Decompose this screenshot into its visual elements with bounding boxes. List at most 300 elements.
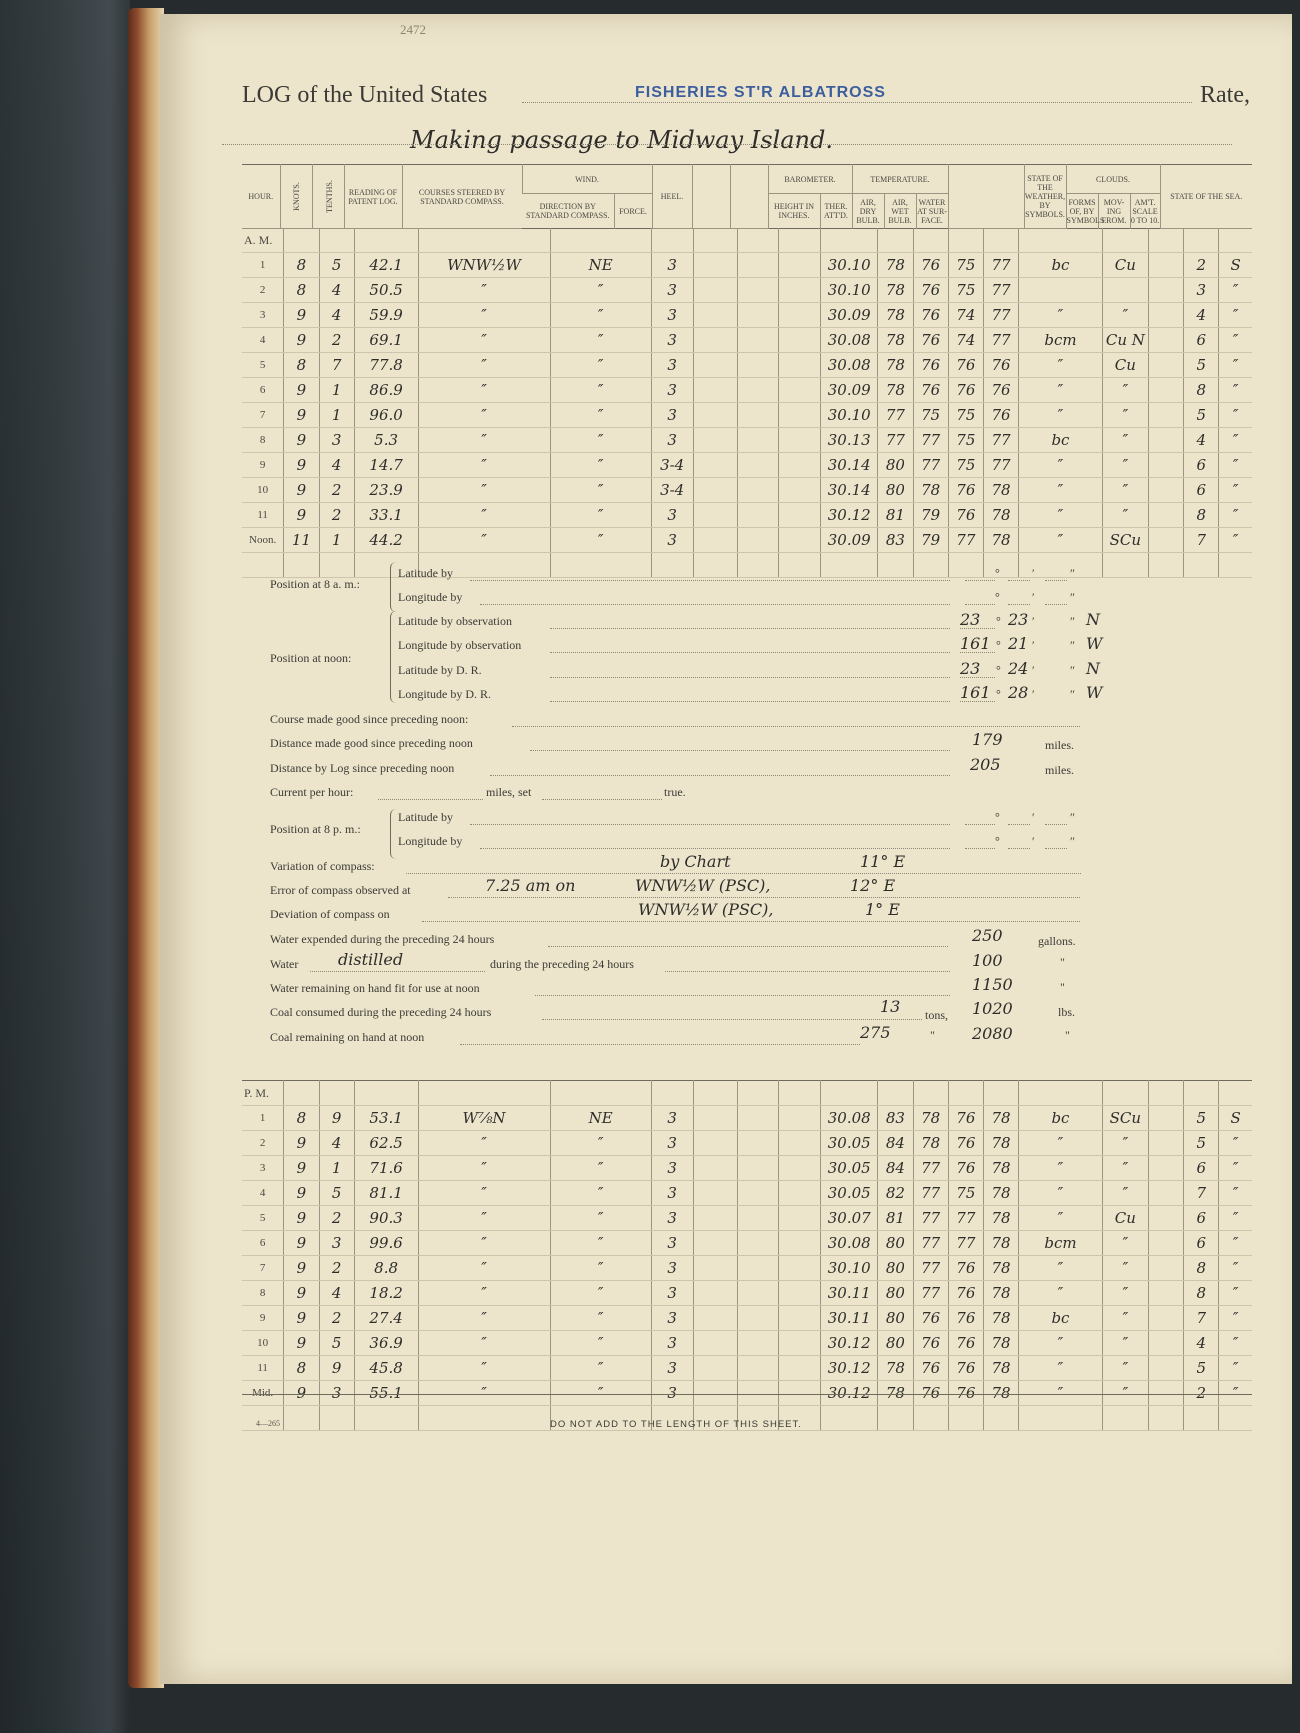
barometer-cell: 30.12 bbox=[821, 1331, 878, 1356]
knots-cell: 9 bbox=[284, 378, 319, 403]
leader-dotline bbox=[530, 750, 950, 751]
cloud-forms-cell: ″ bbox=[1102, 1356, 1148, 1381]
empty-cell bbox=[1148, 1081, 1183, 1106]
cloud-forms-cell: ″ bbox=[1102, 1156, 1148, 1181]
min-mark: ′ bbox=[1032, 590, 1035, 604]
table-row bbox=[242, 1206, 1252, 1231]
ther-attd-cell: 80 bbox=[878, 1281, 913, 1306]
ther-attd-cell: 80 bbox=[878, 478, 913, 503]
table-row bbox=[242, 253, 1252, 278]
blank-1-cell bbox=[737, 1281, 779, 1306]
leader-dotline bbox=[1008, 604, 1030, 605]
wind-direction-cell: ″ bbox=[550, 453, 651, 478]
heel-cell bbox=[693, 353, 737, 378]
weather-cell: ″ bbox=[1019, 1331, 1103, 1356]
cloud-forms-cell: ″ bbox=[1102, 1231, 1148, 1256]
water-temp-cell: 78 bbox=[983, 1281, 1018, 1306]
air-wet-cell: 76 bbox=[948, 1306, 983, 1331]
cloud-amount-cell: 5 bbox=[1184, 1106, 1219, 1131]
air-dry-cell: 79 bbox=[913, 528, 948, 553]
empty-cell bbox=[284, 1406, 319, 1431]
brace-8am bbox=[390, 562, 397, 612]
blank-1-cell bbox=[737, 1381, 779, 1406]
hour-cell: 8 bbox=[242, 428, 284, 453]
heel-cell bbox=[693, 328, 737, 353]
min-mark: ′ bbox=[1032, 663, 1035, 677]
tenths-cell: 2 bbox=[319, 1256, 354, 1281]
heel-cell bbox=[693, 478, 737, 503]
wind-force-cell: 3 bbox=[651, 428, 693, 453]
variation-source: by Chart bbox=[660, 852, 731, 871]
patent-log-cell: 23.9 bbox=[354, 478, 418, 503]
blank-1-cell bbox=[737, 428, 779, 453]
course-cell: ″ bbox=[418, 1306, 550, 1331]
air-dry-cell: 77 bbox=[913, 1206, 948, 1231]
patent-log-cell: 14.7 bbox=[354, 453, 418, 478]
blank-1-cell bbox=[737, 528, 779, 553]
table-row bbox=[242, 1131, 1252, 1156]
blank-2-cell bbox=[779, 353, 821, 378]
patent-log-cell: 36.9 bbox=[354, 1331, 418, 1356]
leader-dotline bbox=[1045, 824, 1067, 825]
blank-1-cell bbox=[737, 303, 779, 328]
weather-cell: bc bbox=[1019, 253, 1103, 278]
empty-cell bbox=[821, 1081, 878, 1106]
air-dry-cell: 76 bbox=[913, 1356, 948, 1381]
wind-force-cell: 3 bbox=[651, 1331, 693, 1356]
am-log-table bbox=[242, 228, 1252, 578]
sec-mark: ″ bbox=[1070, 663, 1075, 677]
gallons-label: gallons. bbox=[1038, 934, 1076, 948]
hour-cell: 9 bbox=[242, 1306, 284, 1331]
empty-cell bbox=[913, 1406, 948, 1431]
table-row bbox=[242, 428, 1252, 453]
wind-direction-cell: ″ bbox=[550, 1331, 651, 1356]
ther-attd-cell: 83 bbox=[878, 528, 913, 553]
heel-cell bbox=[693, 1331, 737, 1356]
leader-dotline bbox=[406, 873, 1081, 874]
water-temp-cell: 78 bbox=[983, 1256, 1018, 1281]
log-page bbox=[160, 14, 1292, 1684]
section-label-row bbox=[242, 1081, 1252, 1106]
sea-state-cell: ″ bbox=[1219, 378, 1252, 403]
barometer-cell: 30.12 bbox=[821, 503, 878, 528]
air-dry-cell: 76 bbox=[913, 353, 948, 378]
sea-state-cell: ″ bbox=[1219, 403, 1252, 428]
title-dotline bbox=[522, 102, 1192, 103]
hour-cell: 4 bbox=[242, 328, 284, 353]
empty-cell bbox=[948, 1081, 983, 1106]
table-row bbox=[242, 528, 1252, 553]
col-courses: COURSES STEERED BY STANDARD COMPASS. bbox=[402, 165, 522, 229]
knots-cell: 9 bbox=[284, 1331, 319, 1356]
empty-cell bbox=[354, 228, 418, 253]
wind-force-cell: 3-4 bbox=[651, 478, 693, 503]
blank-1-cell bbox=[737, 278, 779, 303]
patent-log-cell: 90.3 bbox=[354, 1206, 418, 1231]
latitude-by-label-pm: Latitude by bbox=[398, 810, 453, 824]
cloud-moving-cell bbox=[1148, 1281, 1183, 1306]
sea-state-cell: S bbox=[1219, 1106, 1252, 1131]
empty-cell bbox=[878, 553, 913, 578]
cloud-forms-cell: ″ bbox=[1102, 1256, 1148, 1281]
table-row bbox=[242, 1331, 1252, 1356]
air-wet-cell: 75 bbox=[948, 278, 983, 303]
air-dry-cell: 77 bbox=[913, 1181, 948, 1206]
cloud-moving-cell bbox=[1148, 403, 1183, 428]
knots-cell: 8 bbox=[284, 1106, 319, 1131]
col-barometer: BAROMETER. bbox=[768, 165, 852, 194]
leader-dotline bbox=[480, 848, 950, 849]
wind-direction-cell: ″ bbox=[550, 1181, 651, 1206]
empty-cell bbox=[1184, 1406, 1219, 1431]
cloud-forms-cell: ″ bbox=[1102, 453, 1148, 478]
water-temp-cell: 77 bbox=[983, 428, 1018, 453]
barometer-cell: 30.11 bbox=[821, 1281, 878, 1306]
air-dry-cell: 78 bbox=[913, 1131, 948, 1156]
sea-state-cell: ″ bbox=[1219, 1206, 1252, 1231]
blank-1-cell bbox=[737, 378, 779, 403]
tenths-cell: 4 bbox=[319, 278, 354, 303]
sea-state-cell: ″ bbox=[1219, 303, 1252, 328]
heel-cell bbox=[693, 1181, 737, 1206]
brace-8pm bbox=[390, 809, 397, 859]
blank-2-cell bbox=[779, 328, 821, 353]
deg-mark: ° bbox=[996, 614, 1001, 628]
empty-cell bbox=[948, 228, 983, 253]
cloud-forms-cell: ″ bbox=[1102, 378, 1148, 403]
patent-log-cell: 27.4 bbox=[354, 1306, 418, 1331]
course-cell: ″ bbox=[418, 403, 550, 428]
blank-1-cell bbox=[737, 478, 779, 503]
sea-state-cell: ″ bbox=[1219, 1281, 1252, 1306]
wind-direction-cell: ″ bbox=[550, 1156, 651, 1181]
blank-2-cell bbox=[779, 378, 821, 403]
sec-mark: ″ bbox=[1070, 566, 1075, 580]
empty-cell bbox=[319, 228, 354, 253]
air-dry-cell: 76 bbox=[913, 1381, 948, 1406]
barometer-cell: 30.08 bbox=[821, 1106, 878, 1131]
heel-cell bbox=[693, 1156, 737, 1181]
blank-1-cell bbox=[737, 503, 779, 528]
air-wet-cell: 76 bbox=[948, 503, 983, 528]
wind-force-cell: 3 bbox=[651, 1131, 693, 1156]
cloud-forms-cell: ″ bbox=[1102, 1381, 1148, 1406]
barometer-cell: 30.11 bbox=[821, 1306, 878, 1331]
latitude-dr-hemisphere: N bbox=[1086, 659, 1100, 678]
form-number: 4—265 bbox=[256, 1419, 280, 1428]
empty-cell bbox=[1184, 553, 1219, 578]
coal-consumed-lbs: 1020 bbox=[972, 999, 1013, 1018]
ther-attd-cell: 84 bbox=[878, 1156, 913, 1181]
cloud-forms-cell: SCu bbox=[1102, 528, 1148, 553]
empty-cell bbox=[1184, 228, 1219, 253]
wind-force-cell: 3 bbox=[651, 1156, 693, 1181]
knots-cell: 9 bbox=[284, 1281, 319, 1306]
brace-noon bbox=[390, 611, 397, 703]
barometer-cell: 30.12 bbox=[821, 1381, 878, 1406]
passage-remark: Making passage to Midway Island. bbox=[410, 126, 833, 154]
coal-remaining-lbs: 2080 bbox=[972, 1024, 1013, 1043]
min-mark: ′ bbox=[1032, 638, 1035, 652]
blank-2-cell bbox=[779, 1256, 821, 1281]
course-cell: ″ bbox=[418, 428, 550, 453]
cloud-moving-cell bbox=[1148, 1231, 1183, 1256]
table-row bbox=[242, 278, 1252, 303]
empty-cell bbox=[779, 553, 821, 578]
air-dry-cell: 79 bbox=[913, 503, 948, 528]
empty-cell bbox=[550, 1081, 651, 1106]
leader-dotline bbox=[470, 580, 950, 581]
tenths-cell: 5 bbox=[319, 1331, 354, 1356]
wind-direction-cell: ″ bbox=[550, 478, 651, 503]
knots-cell: 9 bbox=[284, 1131, 319, 1156]
cloud-moving-cell bbox=[1148, 1106, 1183, 1131]
tenths-cell: 4 bbox=[319, 303, 354, 328]
weather-cell: ″ bbox=[1019, 1156, 1103, 1181]
coal-remaining-tons: 275 bbox=[860, 1023, 891, 1042]
course-cell: ″ bbox=[418, 1231, 550, 1256]
sec-mark: ″ bbox=[1070, 614, 1075, 628]
heel-cell bbox=[693, 303, 737, 328]
wind-direction-cell: ″ bbox=[550, 278, 651, 303]
water-temp-cell: 77 bbox=[983, 328, 1018, 353]
cloud-amount-cell: 4 bbox=[1184, 428, 1219, 453]
water-temp-cell: 78 bbox=[983, 1381, 1018, 1406]
table-row bbox=[242, 478, 1252, 503]
air-dry-cell: 76 bbox=[913, 253, 948, 278]
cloud-forms-cell bbox=[1102, 278, 1148, 303]
patent-log-cell: 45.8 bbox=[354, 1356, 418, 1381]
table-row bbox=[242, 1106, 1252, 1131]
ther-attd-cell: 80 bbox=[878, 1306, 913, 1331]
cloud-amount-cell: 3 bbox=[1184, 278, 1219, 303]
air-dry-cell: 76 bbox=[913, 328, 948, 353]
empty-cell bbox=[354, 1081, 418, 1106]
cloud-amount-cell: 6 bbox=[1184, 328, 1219, 353]
ther-attd-cell: 80 bbox=[878, 1331, 913, 1356]
knots-cell: 8 bbox=[284, 253, 319, 278]
leader-dotline bbox=[1008, 848, 1030, 849]
min-mark: ′ bbox=[1032, 566, 1035, 580]
cloud-forms-cell: ″ bbox=[1102, 1331, 1148, 1356]
hour-cell: 5 bbox=[242, 1206, 284, 1231]
patent-log-cell: 5.3 bbox=[354, 428, 418, 453]
ther-attd-cell: 78 bbox=[878, 278, 913, 303]
sea-state-cell: ″ bbox=[1219, 503, 1252, 528]
patent-log-cell: 77.8 bbox=[354, 353, 418, 378]
cloud-moving-cell bbox=[1148, 1256, 1183, 1281]
barometer-cell: 30.05 bbox=[821, 1156, 878, 1181]
water-temp-cell: 78 bbox=[983, 1331, 1018, 1356]
ditto-mark-3: " bbox=[930, 1028, 935, 1042]
cloud-forms-cell: ″ bbox=[1102, 1306, 1148, 1331]
weather-cell bbox=[1019, 278, 1103, 303]
blank-2-cell bbox=[779, 1331, 821, 1356]
water-remaining-value: 1150 bbox=[972, 975, 1013, 994]
water-temp-cell: 78 bbox=[983, 1206, 1018, 1231]
water-label: Water bbox=[270, 957, 299, 971]
air-dry-cell: 76 bbox=[913, 378, 948, 403]
sea-state-cell: ″ bbox=[1219, 1256, 1252, 1281]
heel-cell bbox=[693, 1231, 737, 1256]
cloud-forms-cell: Cu N bbox=[1102, 328, 1148, 353]
wind-force-cell: 3 bbox=[651, 353, 693, 378]
tenths-cell: 1 bbox=[319, 378, 354, 403]
col-tenths: TENTHS. bbox=[312, 165, 344, 229]
cloud-forms-cell: ″ bbox=[1102, 503, 1148, 528]
position-8am-label: Position at 8 a. m.: bbox=[270, 577, 360, 591]
air-wet-cell: 76 bbox=[948, 1256, 983, 1281]
cloud-amount-cell: 6 bbox=[1184, 1231, 1219, 1256]
knots-cell: 9 bbox=[284, 453, 319, 478]
tenths-cell: 2 bbox=[319, 328, 354, 353]
blank-2-cell bbox=[779, 528, 821, 553]
barometer-cell: 30.10 bbox=[821, 403, 878, 428]
wind-direction-cell: ″ bbox=[550, 303, 651, 328]
sea-state-cell: ″ bbox=[1219, 453, 1252, 478]
tenths-cell: 9 bbox=[319, 1356, 354, 1381]
sea-state-cell: ″ bbox=[1219, 528, 1252, 553]
wind-direction-cell: ″ bbox=[550, 353, 651, 378]
patent-log-cell: 81.1 bbox=[354, 1181, 418, 1206]
deviation-label: Deviation of compass on bbox=[270, 907, 390, 921]
cloud-moving-cell bbox=[1148, 503, 1183, 528]
weather-cell: ″ bbox=[1019, 303, 1103, 328]
ther-attd-cell: 78 bbox=[878, 378, 913, 403]
table-row bbox=[242, 328, 1252, 353]
tenths-cell: 4 bbox=[319, 1131, 354, 1156]
hour-cell: 1 bbox=[242, 253, 284, 278]
table-row bbox=[242, 378, 1252, 403]
cloud-moving-cell bbox=[1148, 1356, 1183, 1381]
wind-direction-cell: ″ bbox=[550, 378, 651, 403]
water-temp-cell: 77 bbox=[983, 453, 1018, 478]
empty-cell bbox=[651, 228, 693, 253]
air-wet-cell: 75 bbox=[948, 453, 983, 478]
blank-2-cell bbox=[779, 1381, 821, 1406]
blank-2-cell bbox=[779, 478, 821, 503]
weather-cell: ″ bbox=[1019, 353, 1103, 378]
air-dry-cell: 77 bbox=[913, 1256, 948, 1281]
ther-attd-cell: 77 bbox=[878, 428, 913, 453]
table-row bbox=[242, 403, 1252, 428]
air-wet-cell: 76 bbox=[948, 478, 983, 503]
course-cell: ″ bbox=[418, 478, 550, 503]
heel-cell bbox=[693, 1106, 737, 1131]
blank-1-cell bbox=[737, 1156, 779, 1181]
leader-dotline bbox=[1045, 604, 1067, 605]
air-wet-cell: 75 bbox=[948, 1181, 983, 1206]
current-label: Current per hour: bbox=[270, 785, 354, 799]
wind-force-cell: 3 bbox=[651, 1181, 693, 1206]
cloud-amount-cell: 4 bbox=[1184, 1331, 1219, 1356]
hour-cell: 10 bbox=[242, 478, 284, 503]
wind-force-cell: 3 bbox=[651, 253, 693, 278]
patent-log-cell: 86.9 bbox=[354, 378, 418, 403]
water-distilled-value: 100 bbox=[972, 951, 1003, 970]
wind-direction-cell: ″ bbox=[550, 503, 651, 528]
knots-cell: 9 bbox=[284, 428, 319, 453]
section-label-row bbox=[242, 228, 1252, 253]
water-distilled: distilled bbox=[338, 950, 404, 969]
min-mark: ′ bbox=[1032, 614, 1035, 628]
empty-cell bbox=[284, 553, 319, 578]
leader-dotline bbox=[542, 799, 662, 800]
hour-cell: 1 bbox=[242, 1106, 284, 1131]
empty-cell bbox=[737, 553, 779, 578]
water-temp-cell: 78 bbox=[983, 503, 1018, 528]
table-row bbox=[242, 1231, 1252, 1256]
error-label: Error of compass observed at bbox=[270, 883, 411, 897]
sec-mark: ″ bbox=[1070, 810, 1075, 824]
empty-cell bbox=[319, 1406, 354, 1431]
water-temp-cell: 78 bbox=[983, 1156, 1018, 1181]
barometer-cell: 30.10 bbox=[821, 1256, 878, 1281]
weather-cell: ″ bbox=[1019, 1206, 1103, 1231]
leader-dotline bbox=[310, 971, 485, 972]
cloud-amount-cell: 6 bbox=[1184, 453, 1219, 478]
air-dry-cell: 77 bbox=[913, 428, 948, 453]
sec-mark: ″ bbox=[1070, 834, 1075, 848]
cloud-amount-cell: 5 bbox=[1184, 403, 1219, 428]
sea-state-cell: ″ bbox=[1219, 1156, 1252, 1181]
empty-cell bbox=[1219, 1081, 1252, 1106]
leader-dotline bbox=[550, 628, 950, 629]
patent-log-cell: 99.6 bbox=[354, 1231, 418, 1256]
empty-cell bbox=[284, 228, 319, 253]
cloud-moving-cell bbox=[1148, 253, 1183, 278]
empty-cell bbox=[821, 553, 878, 578]
air-wet-cell: 75 bbox=[948, 403, 983, 428]
blank-1-cell bbox=[737, 1256, 779, 1281]
deg-mark: ° bbox=[996, 638, 1001, 652]
cloud-moving-cell bbox=[1148, 428, 1183, 453]
cloud-moving-cell bbox=[1148, 378, 1183, 403]
empty-cell bbox=[354, 1406, 418, 1431]
col-temperature: TEMPERATURE. bbox=[852, 165, 948, 194]
coal-consumed-label: Coal consumed during the preceding 24 hours bbox=[270, 1005, 492, 1019]
tenths-cell: 4 bbox=[319, 1281, 354, 1306]
blank-2-cell bbox=[779, 278, 821, 303]
empty-cell bbox=[693, 1081, 737, 1106]
sea-state-cell: ″ bbox=[1219, 428, 1252, 453]
latitude-dr-min: 24 bbox=[1008, 659, 1029, 678]
variation-value: 11° E bbox=[860, 852, 906, 871]
course-cell: WNW½W bbox=[418, 253, 550, 278]
wind-direction-cell: ″ bbox=[550, 1206, 651, 1231]
heel-cell bbox=[693, 378, 737, 403]
wind-direction-cell: NE bbox=[550, 1106, 651, 1131]
knots-cell: 8 bbox=[284, 278, 319, 303]
tenths-cell: 5 bbox=[319, 1181, 354, 1206]
course-cell: ″ bbox=[418, 1156, 550, 1181]
knots-cell: 9 bbox=[284, 1181, 319, 1206]
col-weather: STATE OF THE WEATHER, BY SYMBOLS. bbox=[1024, 165, 1066, 229]
air-wet-cell: 76 bbox=[948, 353, 983, 378]
distance-log-value: 205 bbox=[970, 755, 1001, 774]
empty-cell bbox=[693, 553, 737, 578]
error-time: 7.25 am on bbox=[485, 876, 576, 895]
ditto-mark-4: " bbox=[1065, 1028, 1070, 1042]
cloud-forms-cell: SCu bbox=[1102, 1106, 1148, 1131]
empty-cell bbox=[651, 553, 693, 578]
tenths-cell: 4 bbox=[319, 453, 354, 478]
wind-direction-cell: NE bbox=[550, 253, 651, 278]
heel-cell bbox=[693, 1281, 737, 1306]
water-during-label: during the preceding 24 hours bbox=[490, 957, 634, 971]
deg-mark: ° bbox=[995, 566, 1000, 580]
